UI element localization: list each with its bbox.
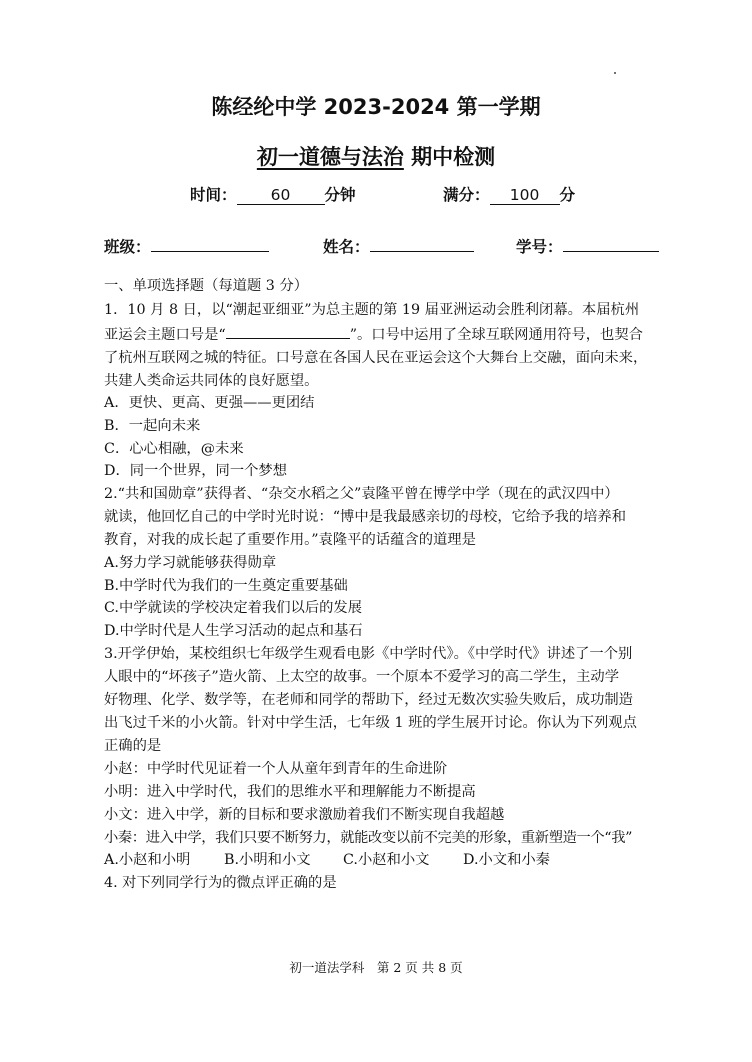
score-value: 100 <box>490 186 560 205</box>
q2-line-2: 就读，他回忆自己的中学时光时说：“博中是我最感亲切的母校，它给予我的培养和 <box>104 509 626 525</box>
q1-line-3: 了杭州互联网之城的特征。口号意在各国人民在亚运会这个大舞台上交融，面向未来， <box>104 350 648 366</box>
score-field <box>443 183 575 205</box>
exam-title <box>0 141 752 171</box>
q4-line-1: 4. 对下列同学行为的微点评正确的是 <box>104 875 337 891</box>
q3-line-4: 出飞过千米的小火箭。针对中学生活，七年级 1 班的学生展开讨论。你认为下列观点 <box>104 715 637 731</box>
q3-option-a: A.小赵和小明 <box>104 852 191 868</box>
q3-statement-zhao: 小赵：中学时代见证着一个人从童年到青年的生命进阶 <box>104 761 448 777</box>
q1-option-a: A．更快、更高、更强——更团结 <box>104 395 315 411</box>
q1-line-2 <box>104 324 643 345</box>
q3-line-2: 人眼中的“坏孩子”造火箭、上太空的故事。一个原本不爱学习的高二学生，主动学 <box>104 669 620 685</box>
q2-option-d: D.中学时代是人生学习活动的起点和基石 <box>104 623 363 639</box>
student-id-field <box>516 235 659 257</box>
student-id-label: 学号： <box>516 238 563 256</box>
q3-statement-ming: 小明：进入中学时代，我们的思维水平和理解能力不断提高 <box>104 784 476 800</box>
page-footer: 初一道法学科 第 2 页 共 8 页 <box>289 960 463 975</box>
name-field <box>323 235 474 257</box>
school-title: 陈经纶中学 2023-2024 第一学期 <box>211 95 541 119</box>
time-label: 时间： <box>190 186 237 204</box>
class-field <box>104 235 269 257</box>
time-unit: 分钟 <box>324 186 356 204</box>
q1-option-c: C．心心相融，@未来 <box>104 441 244 457</box>
q3-statement-wen: 小文：进入中学，新的目标和要求激励着我们不断实现自我超越 <box>104 807 505 823</box>
score-unit: 分 <box>559 186 576 204</box>
scan-speck <box>614 72 616 74</box>
q2-line-1: 2.“共和国勋章”获得者、“杂交水稻之父”袁隆平曾在博学中学（现在的武汉四中） <box>104 486 619 502</box>
q1-option-b: B．一起向未来 <box>104 418 201 434</box>
q3-option-c: C.小赵和小文 <box>343 852 430 868</box>
name-blank[interactable] <box>370 235 474 252</box>
q2-option-b: B.中学时代为我们的一生奠定重要基础 <box>104 578 348 594</box>
name-label: 姓名： <box>323 238 370 256</box>
q1-line-2-start: 亚运会主题口号是“ <box>104 327 226 343</box>
q3-option-d: D.小文和小秦 <box>463 852 550 868</box>
q1-line-1: 1．10 月 8 日，以“潮起亚细亚”为总主题的第 19 届亚洲运动会胜利闭幕。本届杭州 <box>104 302 640 318</box>
q1-option-d: D．同一个世界，同一个梦想 <box>104 463 288 479</box>
score-label: 满分： <box>443 186 490 204</box>
student-id-blank[interactable] <box>563 235 659 252</box>
time-field <box>190 183 356 205</box>
subject-name: 初一道德与法治 <box>256 145 404 169</box>
q1-answer-blank[interactable] <box>226 324 350 339</box>
q3-line-5: 正确的是 <box>104 738 162 754</box>
q1-line-2-end: ”。口号中运用了全球互联网通用符号，也契合 <box>349 327 643 343</box>
class-label: 班级： <box>104 238 151 256</box>
exam-name: 期中检测 <box>411 145 496 169</box>
q2-option-a: A.努力学习就能够获得勋章 <box>104 555 277 571</box>
q3-statement-qin: 小秦：进入中学，我们只要不断努力，就能改变以前不完美的形象，重新塑造一个“我” <box>104 830 632 846</box>
q2-option-c: C.中学就读的学校决定着我们以后的发展 <box>104 600 363 616</box>
section-heading: 一、单项选择题（每道题 3 分） <box>104 278 309 294</box>
q3-line-3: 好物理、化学、数学等，在老师和同学的帮助下，经过无数次实验失败后，成功制造 <box>104 692 633 708</box>
time-value: 60 <box>237 186 325 205</box>
q2-line-3: 教育，对我的成长起了重要作用。”袁隆平的话蕴含的道理是 <box>104 532 476 548</box>
q1-line-4: 共建人类命运共同体的良好愿望。 <box>104 373 319 389</box>
q3-line-1: 3.开学伊始，某校组织七年级学生观看电影《中学时代》。《中学时代》讲述了一个别 <box>104 646 633 662</box>
class-blank[interactable] <box>151 235 269 252</box>
q3-option-b: B.小明和小文 <box>224 852 311 868</box>
